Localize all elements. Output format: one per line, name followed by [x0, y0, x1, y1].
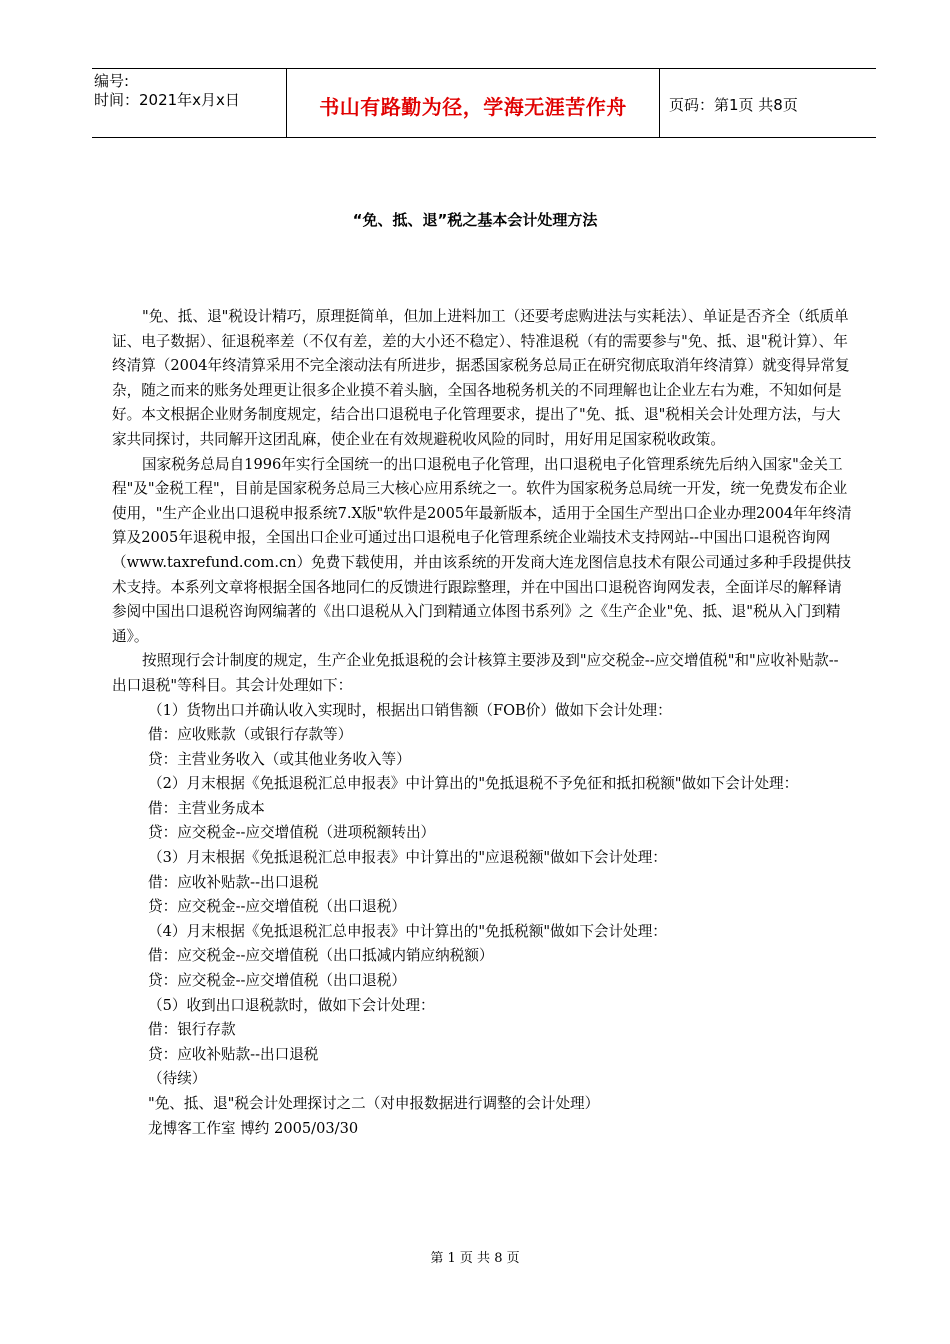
entry-line: （5）收到出口退税款时，做如下会计处理： — [148, 996, 435, 1014]
entry-line: （1）货物出口并确认收入实现时，根据出口销售额（FOB价）做如下会计处理： — [148, 701, 672, 719]
entry-line: 借：应收账款（或银行存款等） — [148, 726, 353, 744]
entry-line: （3）月末根据《免抵退税汇总申报表》中计算出的"应退税额"做如下会计处理： — [148, 849, 667, 867]
header-table — [92, 68, 876, 138]
document-body — [112, 305, 852, 1141]
entry-line: （2）月末根据《免抵退税汇总申报表》中计算出的"免抵退税不予免征和抵扣税额"做如下会计处理： — [148, 775, 799, 793]
entry-line: 贷：主营业务收入（或其他业务收入等） — [148, 750, 411, 768]
author-signature: 龙博客工作室 博约 2005/03/30 — [148, 1119, 359, 1137]
page-footer: 第 1 页 共 8 页 — [430, 1251, 520, 1266]
entry-line: （4）月末根据《免抵退税汇总申报表》中计算出的"免抵税额"做如下会计处理： — [148, 922, 667, 940]
entry-line: （待续） — [148, 1070, 207, 1088]
paragraph: "免、抵、退"税设计精巧，原理挺简单，但加上进料加工（还要考虑购进法与实耗法）、单证是否齐全（纸质单证、电子数据）、征退税率差（不仅有差，差的大小还不稳定）、特准退税（有的需要参与"免、抵、退"税计算）、年终清算（2004年终清算采用不完全滚动法有所进步，据悉国家税务总局正在研究彻底取消年终清算）就变得异常复杂，随之而来的账务处理更让很多企业摸不着头脑，全国各地税务机关的不同理解也让企业左右为难，不知如何是好。本文根据企业财务制度规定，结合出口退税电子化管理要求，提出了"免、抵、退"税相关会计处理方法，与大家共同探讨，共同解开这团乱麻，使企业在有效规避税收风险的同时，用好用足国家税收政策。 — [112, 308, 850, 448]
document-title: “免、抵、退”税之基本会计处理方法 — [352, 211, 598, 229]
entry-line: 贷：应交税金--应交增值税（出口退税） — [148, 972, 406, 990]
date-label: 时间：2021年x月x日 — [94, 91, 240, 109]
paragraph: 国家税务总局自1996年实行全国统一的出口退税电子化管理，出口退税电子化管理系统先后纳入国家"金关工程"及"金税工程"，目前是国家税务总局三大核心应用系统之一。软件为国家税务总局统一开发，统一免费发布企业使用，"生产企业出口退税申报系统7.X版"软件是2005年最新版本，适用于全国生产型出口企业办理2004年年终清算及2005年退税申报，全国出口企业可通过出口退税电子化管理系统企业端技术支持网站--中国出口退税咨询网（www.taxrefund.com.cn）免费下载使用，并由该系统的开发商大连龙图信息技术有限公司通过多种手段提供技术支持。本系列文章将根据全国各地同仁的反馈进行跟踪整理，并在中国出口退税咨询网发表，全面详尽的解释请参阅中国出口退税咨询网编著的《出口退税从入门到精通立体图书系列》之《生产企业"免、抵、退"税从入门到精通》。 — [112, 455, 852, 645]
code-label: 编号: — [94, 72, 130, 90]
entry-line: 贷：应交税金--应交增值税（进项税额转出） — [148, 824, 436, 842]
entry-line: 借：应交税金--应交增值税（出口抵减内销应纳税额） — [148, 947, 494, 965]
entry-line: 借：银行存款 — [148, 1021, 236, 1039]
header-info-cell — [92, 69, 286, 137]
entry-line: 借：主营业务成本 — [148, 799, 265, 817]
entry-line: 贷：应交税金--应交增值税（出口退税） — [148, 898, 406, 916]
page-info: 页码：第1页 共8页 — [669, 96, 798, 114]
entry-line: 借：应收补贴款--出口退税 — [148, 873, 319, 891]
header-motto-cell — [286, 69, 660, 137]
entry-line: 贷：应收补贴款--出口退税 — [148, 1045, 319, 1063]
related-article: "免、抵、退"税会计处理探讨之二（对申报数据进行调整的会计处理） — [148, 1095, 600, 1112]
motto-text: 书山有路勤为径，学海无涯苦作舟 — [319, 95, 627, 119]
paragraph: 按照现行会计制度的规定，生产企业免抵退税的会计核算主要涉及到"应交税金--应交增值税"和"应收补贴款--出口退税"等科目。其会计处理如下： — [112, 652, 839, 694]
header-page-cell — [659, 69, 876, 137]
